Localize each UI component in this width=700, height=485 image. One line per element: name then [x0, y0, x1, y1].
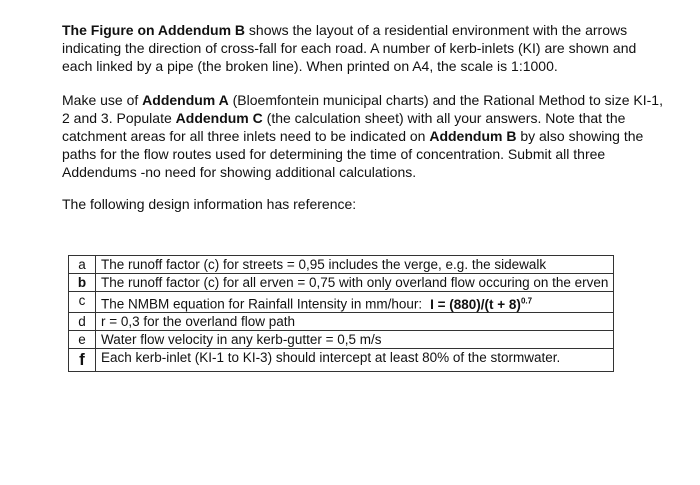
row-text: The runoff factor (c) for streets = 0,95 includes the verge, e.g. the sidewalk	[96, 256, 614, 274]
design-info-heading: The following design information has reference:	[62, 196, 357, 212]
addendum-a-ref: Addendum A	[142, 92, 229, 108]
addendum-c-ref: Addendum C	[175, 110, 263, 126]
design-info-table	[68, 255, 614, 372]
intro-text: shows the layout of a residential environment with the arrows indicating the direction of cross-fall for each road. A number of kerb-inlets (KI) are shown and each linked by a pipe (the broken line). When printed on A4, the scale is 1:1000.	[62, 22, 637, 74]
row-text: r = 0,3 for the overland flow path	[96, 312, 614, 330]
row-text	[96, 348, 614, 371]
intro-paragraph	[62, 21, 667, 75]
row-text: Water flow velocity in any kerb-gutter = 0,5 m/s	[96, 330, 614, 348]
table-row	[69, 348, 614, 371]
row-key: a	[69, 256, 96, 274]
instructions-paragraph	[62, 91, 667, 181]
instr-text-4: by also showing the paths for the flow routes used for determining the time of concentration. Submit all three Addendums -no need for showing additional calculations.	[62, 128, 644, 180]
addendum-b-ref: The Figure on Addendum B	[62, 22, 246, 38]
instr-text-3: (the calculation sheet) with all your answers. Note that the catchment areas for all three inlets need to be indicated on	[62, 110, 626, 144]
row-key: c	[69, 292, 96, 313]
table-row	[69, 292, 614, 313]
addendum-b-ref-2: Addendum B	[429, 128, 517, 144]
row-text-label: Each kerb-inlet (KI-1 to KI-3) should intercept at least 80% of the stormwater.	[101, 349, 561, 365]
table-row	[69, 274, 614, 292]
row-text: The runoff factor (c) for all erven = 0,75 with only overland flow occuring on the erven	[96, 274, 614, 292]
row-key: b	[69, 274, 96, 292]
row-spacer	[101, 365, 610, 371]
equation-exponent: 0.7	[520, 296, 533, 305]
rainfall-equation	[430, 297, 532, 312]
row-key: e	[69, 330, 96, 348]
equation-text: I = (880)/(t + 8)	[430, 296, 521, 312]
instr-text-2: (Bloemfontein municipal charts) and the Rational Method to size KI-1, 2 and 3. Populate	[62, 92, 663, 126]
table-row	[69, 330, 614, 348]
table-row	[69, 256, 614, 274]
row-text-label: The NMBM equation for Rainfall Intensity in mm/hour:	[101, 296, 423, 312]
row-key: d	[69, 312, 96, 330]
row-text	[96, 292, 614, 313]
table-row	[69, 312, 614, 330]
row-key: f	[69, 348, 96, 371]
instr-text-1: Make use of	[62, 92, 143, 108]
